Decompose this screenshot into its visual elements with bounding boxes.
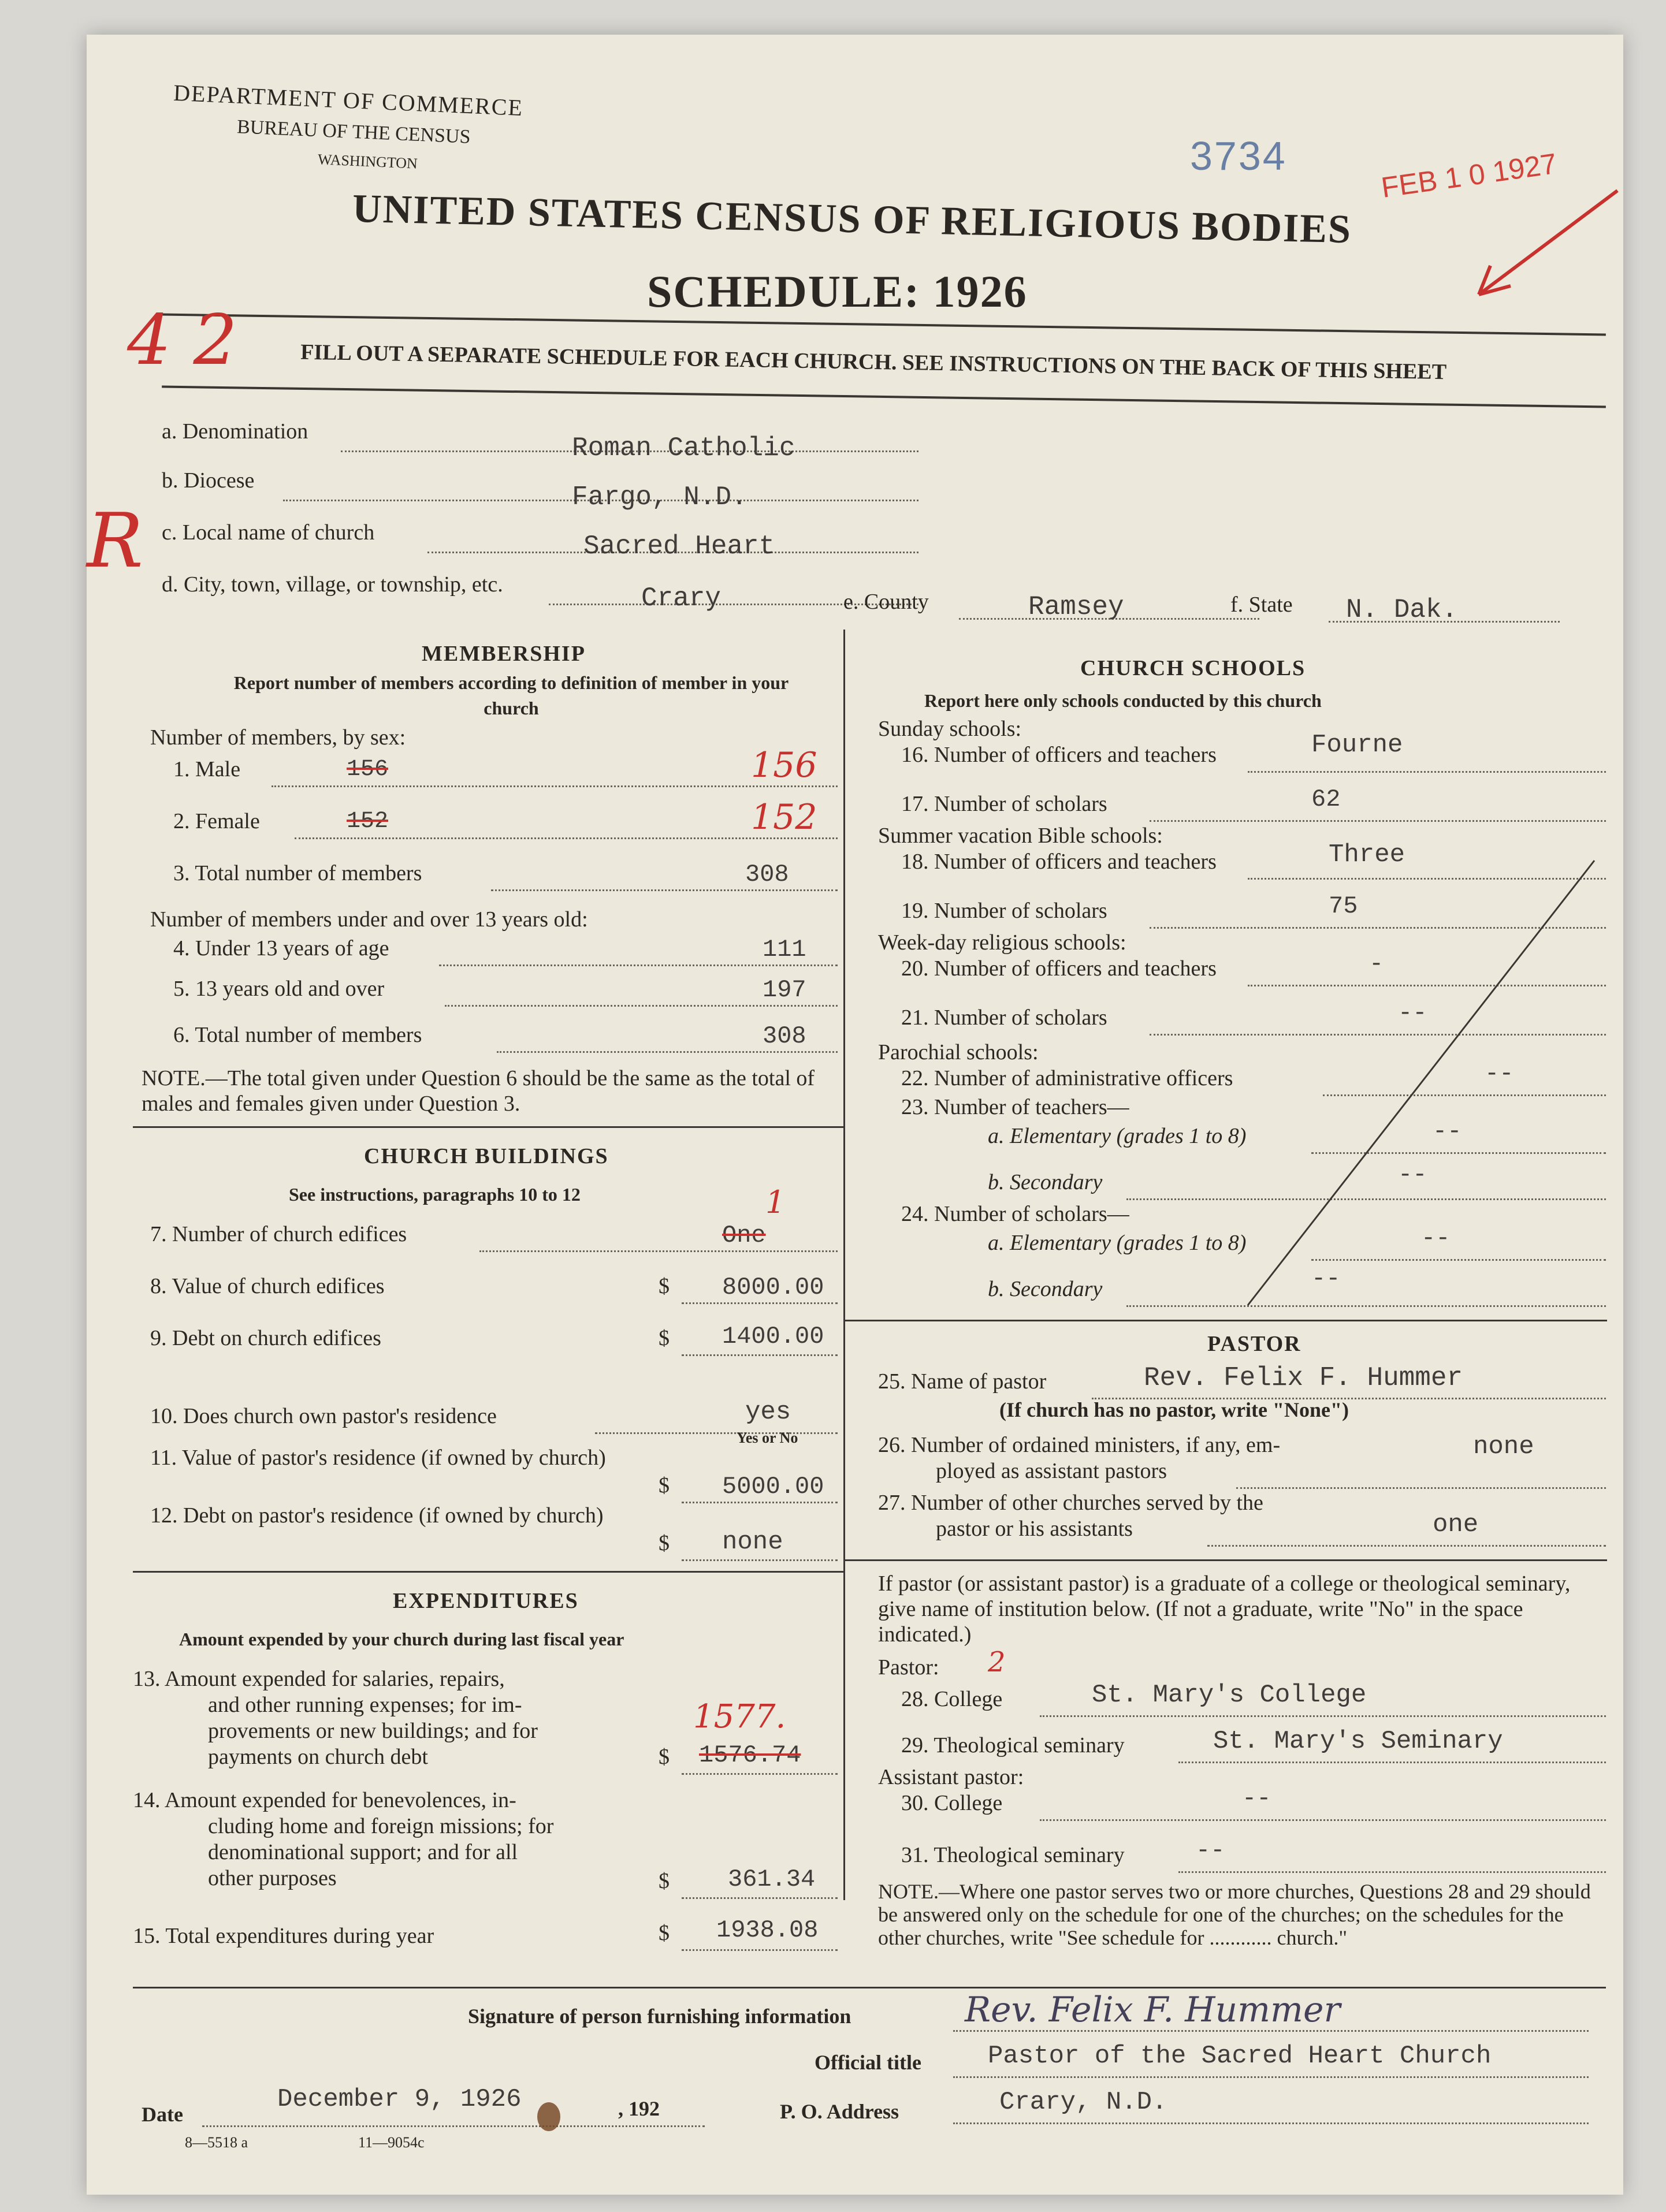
diocese-label: b. Diocese [162,468,255,493]
q5-value: 197 [763,976,806,1004]
q7-typed-value: One [722,1222,766,1249]
q11-label: 11. Value of pastor's residence (if owned by church) [150,1446,606,1470]
buildings-intro: See instructions, paragraphs 10 to 12 [289,1184,581,1205]
q23a-label: a. Elementary (grades 1 to 8) [988,1124,1247,1148]
pastor-margin-mark: 2 [988,1646,1006,1678]
signature-line [953,2030,1589,2032]
buildings-heading: CHURCH BUILDINGS [364,1144,609,1168]
q14-line-4: other purposes [208,1866,337,1890]
q13-typed-value: 1576.74 [699,1741,801,1769]
membership-heading: MEMBERSHIP [422,642,586,666]
q31-label: 31. Theological seminary [901,1843,1125,1867]
q3-line [491,889,838,891]
q23a-value: -- [1433,1118,1462,1145]
q13-line-4: payments on church debt [208,1745,428,1769]
q17-line [1150,820,1606,822]
q4-line [439,965,838,966]
q9-line [682,1354,838,1356]
q21-label: 21. Number of scholars [901,1006,1107,1030]
q28-value: St. Mary's College [1092,1681,1367,1710]
date-line [202,2125,705,2127]
q10-line [595,1432,838,1434]
q29-line [1178,1762,1606,1763]
parochial-schools-label: Parochial schools: [878,1040,1039,1064]
county-value: Ramsey [1028,592,1124,622]
q10-hint: Yes or No [737,1429,798,1446]
q15-dollar: $ [659,1921,670,1945]
q10-value: yes [745,1398,791,1427]
membership-intro: Report number of members according to definition of member in your church [233,672,789,718]
members-by-sex-label: Number of members, by sex: [150,725,406,750]
footer-rule [133,1987,1606,1988]
file-number: 3734 [1190,133,1287,178]
q11-dollar: $ [659,1473,670,1498]
q23b-label: b. Secondary [988,1170,1103,1194]
q12-label: 12. Debt on pastor's residence (if owned by church) [150,1503,604,1528]
buildings-rule [133,1571,843,1573]
print-number: 11—9054c [358,2134,425,2151]
q14-line-3: denominational support; and for all [208,1840,518,1864]
city-label: d. City, town, village, or township, etc. [162,572,503,597]
q15-value: 1938.08 [716,1916,819,1944]
q24b-label: b. Secondary [988,1277,1103,1301]
instruction-rule [162,386,1606,408]
q1-label: 1. Male [173,757,241,781]
q2-line [295,837,838,839]
q16-line [1248,771,1606,773]
q13-line-3: provements or new buildings; and for [208,1719,538,1743]
q7-line [479,1250,838,1252]
q11-line [682,1502,838,1503]
q5-label: 5. 13 years old and over [173,977,385,1001]
q23-label: 23. Number of teachers— [901,1095,1129,1119]
q8-line [682,1302,838,1304]
form-number: 8—5518 a [185,2134,248,2151]
q24a-value: -- [1421,1224,1451,1252]
signature-value: Rev. Felix F. Hummer [965,1990,1341,2030]
state-value: N. Dak. [1346,595,1458,625]
q24a-label: a. Elementary (grades 1 to 8) [988,1231,1247,1255]
county-label: e. County [843,590,929,614]
q18-value: Three [1329,840,1405,869]
q14-line-2: cluding home and foreign missions; for [208,1814,554,1838]
q8-label: 8. Value of church edifices [150,1274,385,1298]
schools-intro: Report here only schools conducted by this church [924,690,1322,711]
q11-value: 5000.00 [722,1473,824,1500]
q8-dollar: $ [659,1274,670,1298]
q17-label: 17. Number of scholars [901,792,1107,816]
membership-note: NOTE.—The total given under Question 6 should be the same as the total of males and females given under Question 3. [142,1066,815,1116]
q13-handwritten-value: 1577. [693,1698,786,1736]
census-schedule-page [87,35,1623,2195]
instruction-bar: FILL OUT A SEPARATE SCHEDULE FOR EACH CHURCH. SEE INSTRUCTIONS ON THE BACK OF THIS SHEET [300,340,1447,385]
q25-hint: (If church has no pastor, write "None") [999,1398,1349,1421]
q17-value: 62 [1311,785,1341,813]
q1-typed-value: 156 [347,757,389,783]
q27-value: one [1433,1510,1479,1539]
q6-label: 6. Total number of members [173,1023,422,1047]
q26-line [1236,1487,1606,1489]
membership-rule [133,1126,843,1128]
q29-value: St. Mary's Seminary [1213,1727,1503,1756]
q14-dots [682,1897,838,1899]
pastor-note: NOTE.—Where one pastor serves two or more churches, Questions 28 and 29 should be answered only on the schedule for one of the churches; on the schedules for the other churches, write "See schedule for ............ church." [878,1880,1591,1949]
q16-label: 16. Number of officers and teachers [901,743,1217,767]
q27-line-1: 27. Number of other churches served by the [878,1491,1263,1515]
diagonal-strike-line [1236,855,1606,1317]
weekday-schools-label: Week-day religious schools: [878,930,1126,955]
form-title: UNITED STATES CENSUS OF RELIGIOUS BODIES [352,186,1352,252]
q22-value: -- [1485,1060,1514,1088]
q12-line [682,1559,838,1561]
q13-dots [682,1773,838,1775]
q26-value: none [1473,1432,1534,1461]
q22-label: 22. Number of administrative officers [901,1066,1233,1090]
q18-label: 18. Number of officers and teachers [901,850,1217,874]
department-line-2: BUREAU OF THE CENSUS [236,116,471,148]
q31-line [1178,1871,1606,1873]
q27-line [1207,1545,1606,1547]
q25-value: Rev. Felix F. Hummer [1144,1363,1463,1393]
q26-line-1: 26. Number of ordained ministers, if any, em- [878,1433,1281,1457]
q15-label: 15. Total expenditures during year [133,1924,434,1948]
q31-value: -- [1196,1837,1225,1864]
official-title-label: Official title [815,2051,921,2074]
q26-line-2: ployed as assistant pastors [936,1459,1167,1483]
department-line-3: WASHINGTON [317,151,418,172]
q14-dollar: $ [659,1869,670,1893]
city-value: Crary [641,583,722,613]
schools-rule [845,1320,1607,1321]
q6-line [497,1051,838,1053]
q9-label: 9. Debt on church edifices [150,1326,381,1350]
denomination-label: a. Denomination [162,419,308,444]
assistant-subheading: Assistant pastor: [878,1765,1024,1789]
margin-mark-42: 4 2 [127,300,237,381]
pastor-heading: PASTOR [1207,1332,1301,1356]
q13-dollar: $ [659,1745,670,1769]
diocese-value: Fargo, N.D. [572,482,748,512]
q30-line [1040,1819,1606,1821]
q1-line [272,785,838,787]
vacation-schools-label: Summer vacation Bible schools: [878,824,1163,848]
margin-mark-r: R [87,497,143,584]
q20-value: - [1369,950,1384,978]
local-name-value: Sacred Heart [583,531,775,561]
q3-label: 3. Total number of members [173,861,422,885]
q24-label: 24. Number of scholars— [901,1202,1129,1226]
date-suffix: , 192 [618,2097,660,2120]
q2-label: 2. Female [173,809,260,833]
age-intro-label: Number of members under and over 13 years old: [150,907,588,932]
q14-line-1: 14. Amount expended for benevolences, in- [133,1788,516,1812]
official-title-value: Pastor of the Sacred Heart Church [988,2042,1492,2071]
q12-value: none [722,1528,783,1556]
q28-label: 28. College [901,1687,1003,1711]
pastor-rule [845,1559,1607,1561]
q19-label: 19. Number of scholars [901,899,1107,923]
form-subtitle: SCHEDULE: 1926 [647,266,1028,316]
signature-label: Signature of person furnishing information [468,2005,851,2028]
q21-value: -- [1398,999,1427,1027]
q29-label: 29. Theological seminary [901,1733,1125,1757]
po-address-line [953,2122,1589,2124]
q2-typed-value: 152 [347,809,389,835]
q13-line-1: 13. Amount expended for salaries, repairs, [133,1667,505,1691]
q28-line [1040,1715,1606,1717]
schools-heading: CHURCH SCHOOLS [1080,656,1306,680]
received-date-stamp: FEB 1 0 1927 [1379,147,1559,204]
q30-label: 30. College [901,1791,1003,1815]
q9-value: 1400.00 [722,1323,824,1350]
expenditures-heading: EXPENDITURES [393,1589,579,1613]
q6-value: 308 [763,1022,806,1050]
q13-line-2: and other running expenses; for im- [208,1693,522,1717]
q14-value: 361.34 [728,1865,816,1893]
q3-value: 308 [745,861,789,888]
q24b-value: -- [1311,1265,1341,1293]
q16-value: Fourne [1311,731,1403,759]
q23b-value: -- [1398,1161,1427,1189]
q10-label: 10. Does church own pastor's residence [150,1404,497,1428]
pastor-subheading: Pastor: [878,1655,939,1680]
state-label: f. State [1230,593,1293,617]
q8-value: 8000.00 [722,1273,824,1301]
q15-dots [682,1949,838,1951]
q4-value: 111 [763,936,806,963]
date-value: December 9, 1926 [277,2085,522,2114]
q9-dollar: $ [659,1326,670,1350]
po-address-value: Crary, N.D. [999,2088,1167,2117]
department-line-1: DEPARTMENT OF COMMERCE [173,79,524,121]
q12-dollar: $ [659,1531,670,1555]
q4-label: 4. Under 13 years of age [173,936,389,960]
q7-label: 7. Number of church edifices [150,1222,407,1246]
sunday-schools-label: Sunday schools: [878,717,1022,741]
official-title-line [953,2076,1589,2078]
q2-handwritten-value: 152 [751,797,817,837]
red-check-mark-icon [1456,179,1629,318]
stain-mark [537,2102,560,2131]
expenditures-intro: Amount expended by your church during last fiscal year [179,1629,624,1649]
date-label: Date [142,2103,183,2126]
column-divider [843,630,845,1900]
college-note: If pastor (or assistant pastor) is a graduate of a college or theological seminary, give name of institution below. (If not a graduate, write "No" in the space indicated.) [878,1572,1571,1647]
q25-label: 25. Name of pastor [878,1369,1047,1394]
denomination-value: Roman Catholic [572,433,795,463]
q1-handwritten-value: 156 [751,745,817,785]
q20-label: 20. Number of officers and teachers [901,956,1217,981]
q5-line [445,1005,838,1007]
po-address-label: P. O. Address [780,2100,899,2123]
q19-value: 75 [1329,892,1358,920]
local-name-label: c. Local name of church [162,520,375,545]
q30-value: -- [1242,1785,1271,1812]
q27-line-2: pastor or his assistants [936,1517,1133,1541]
q7-handwritten-value: 1 [765,1184,786,1220]
